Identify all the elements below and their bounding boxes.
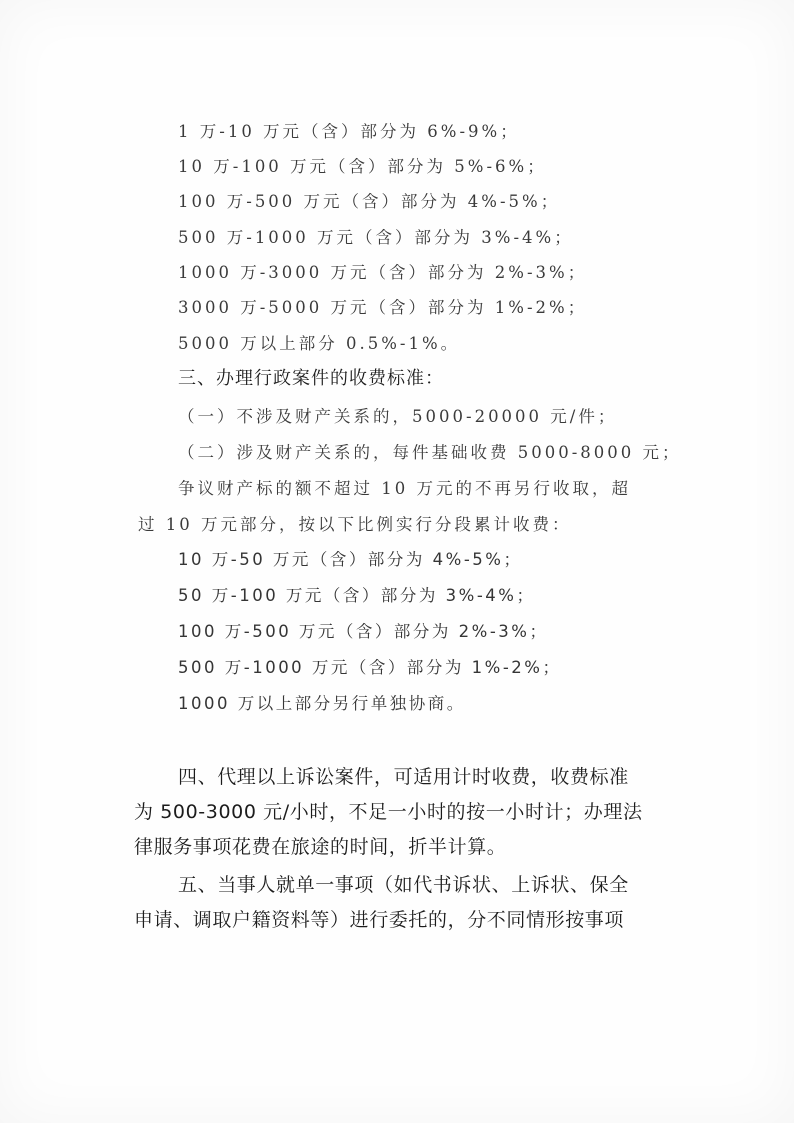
section-three-heading: 三、办理行政案件的收费标准：	[178, 368, 444, 389]
admin-case-paragraph-line-2: 过 10 万元部分，按以下比例实行分段累计收费：	[138, 515, 572, 534]
admin-tier-line-4: 500 万-1000 万元（含）部分为 1%-2%；	[178, 658, 562, 677]
admin-tier-line-1: 10 万-50 万元（含）部分为 4%-5%；	[178, 550, 523, 569]
fee-tier-line-5: 1000 万-3000 万元（含）部分为 2%-3%；	[178, 263, 588, 282]
section-four-line-2: 为 500-3000 元/小时，不足一小时的按一小时计；办理法	[134, 801, 643, 823]
admin-tier-line-5: 1000 万以上部分另行单独协商。	[178, 694, 466, 713]
fee-tier-line-7: 5000 万以上部分 0.5%-1%。	[178, 334, 461, 353]
admin-tier-line-2: 50 万-100 万元（含）部分为 3%-4%；	[178, 586, 536, 605]
fee-tier-line-3: 100 万-500 万元（含）部分为 4%-5%；	[178, 192, 561, 211]
admin-case-item-1: （一）不涉及财产关系的，5000-20000 元/件；	[178, 407, 618, 426]
fee-tier-line-4: 500 万-1000 万元（含）部分为 3%-4%；	[178, 228, 574, 247]
admin-case-item-2: （二）涉及财产关系的，每件基础收费 5000-8000 元；	[178, 443, 682, 462]
section-four-line-1: 四、代理以上诉讼案件，可适用计时收费，收费标准	[178, 766, 629, 788]
section-five-line-2: 申请、调取户籍资料等）进行委托的，分不同情形按事项	[134, 909, 625, 931]
fee-tier-line-2: 10 万-100 万元（含）部分为 5%-6%；	[178, 157, 547, 176]
admin-tier-line-3: 100 万-500 万元（含）部分为 2%-3%；	[178, 622, 549, 641]
section-four-line-3: 律服务事项花费在旅途的时间，折半计算。	[134, 836, 507, 858]
section-five-line-1: 五、当事人就单一事项（如代书诉状、上诉状、保全	[178, 874, 629, 896]
fee-tier-line-1: 1 万-10 万元（含）部分为 6%-9%；	[178, 122, 520, 141]
fee-tier-line-6: 3000 万-5000 万元（含）部分为 1%-2%；	[178, 298, 588, 317]
admin-case-paragraph-line-1: 争议财产标的额不超过 10 万元的不再另行收取，超	[178, 479, 631, 498]
